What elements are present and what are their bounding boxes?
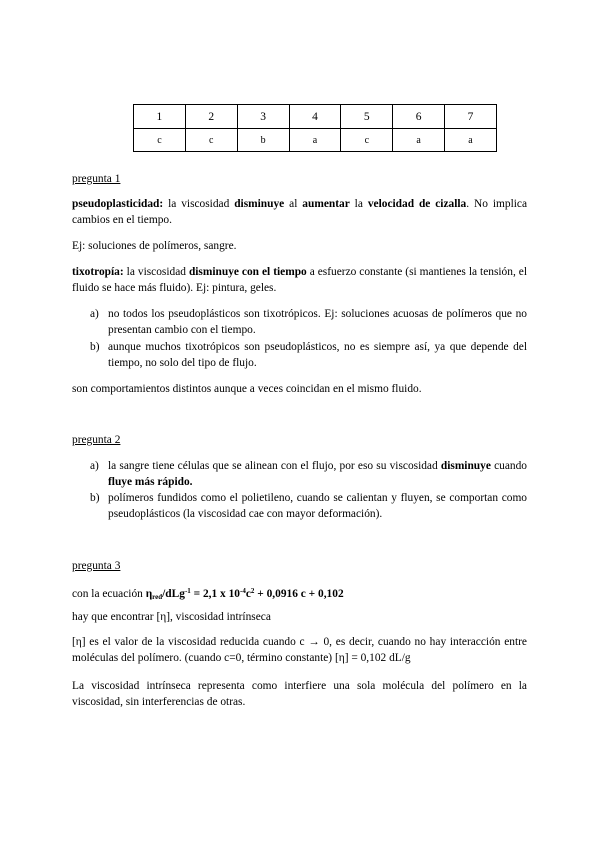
- list-marker: b): [90, 341, 100, 353]
- list-marker: a): [90, 460, 99, 472]
- superscript: 2: [250, 587, 255, 595]
- text-run: /dLg: [162, 588, 185, 600]
- q3-definition-paragraph: [η] es el valor de la viscosidad reducida cuando c → 0, es decir, cuando no hay interacción entre moléculas del polímero. (cuando c=0, término constante) [η] = 0,102 dL/g: [72, 636, 527, 664]
- list-item-text: polímeros fundidos como el polietileno, cuando se calientan y fluyen, se comportan como pseudoplásticos (la viscosidad cae con mayor deformación).: [108, 492, 527, 520]
- term-thixotropy: tixotropía:: [72, 266, 124, 278]
- table-answer-cell: a: [445, 129, 497, 152]
- bold-run: fluye más rápido.: [108, 476, 193, 488]
- text-run: al: [284, 198, 303, 210]
- table-answer-cell: c: [185, 129, 237, 152]
- bold-run: disminuye: [440, 460, 491, 472]
- table-header-cell: 2: [185, 105, 237, 129]
- table-header-cell: 5: [341, 105, 393, 129]
- q1-conclusion-paragraph: son comportamientos distintos aunque a veces coincidan en el mismo fluido.: [72, 383, 422, 395]
- q1-example-paragraph: Ej: soluciones de polímeros, sangre.: [72, 240, 237, 252]
- subscript: red: [152, 593, 163, 601]
- q1-thixotropy-paragraph: [72, 264, 527, 296]
- superscript: -1: [184, 587, 191, 595]
- q3-equation-paragraph: [72, 583, 527, 605]
- table-answer-cell: a: [393, 129, 445, 152]
- list-marker: a): [90, 308, 99, 320]
- list-item-text: [108, 458, 527, 490]
- text-run: c: [245, 588, 251, 600]
- answers-table: [133, 104, 497, 152]
- text-run: = 2,1 x 10: [190, 588, 240, 600]
- text-run: . No implica cambios en el tiempo.: [72, 198, 528, 226]
- bold-run: disminuye con el tiempo: [188, 266, 307, 278]
- bold-run: aumentar: [302, 198, 350, 210]
- text-run: cuando: [490, 460, 527, 472]
- question-3-title: pregunta 3: [72, 560, 121, 572]
- text-run: la sangre tiene células que se alinean con el flujo, por eso su viscosidad: [108, 460, 441, 472]
- text-run: la: [349, 198, 368, 210]
- table-header-cell: 4: [289, 105, 341, 129]
- table-header-row: [134, 105, 497, 129]
- table-header-cell: 6: [393, 105, 445, 129]
- table-answer-cell: c: [341, 129, 393, 152]
- q3-task-paragraph: hay que encontrar [η], viscosidad intrínseca: [72, 611, 271, 623]
- list-marker: b): [90, 492, 100, 504]
- question-2-title: pregunta 2: [72, 434, 121, 446]
- superscript: -4: [240, 587, 246, 595]
- equation: [146, 588, 344, 600]
- table-header-cell: 3: [237, 105, 289, 129]
- table-answer-row: [134, 129, 497, 152]
- table-header-cell: 1: [134, 105, 186, 129]
- table-answer-cell: b: [237, 129, 289, 152]
- text-run: + 0,0916 c + 0,102: [254, 588, 344, 600]
- list-item: [90, 339, 527, 371]
- list-item: [90, 490, 527, 522]
- q1-pseudoplasticity-paragraph: [72, 196, 527, 228]
- bold-run: disminuye: [234, 198, 285, 210]
- table-header-cell: 7: [445, 105, 497, 129]
- list-item: [90, 306, 527, 338]
- text-run: la viscosidad: [123, 266, 189, 278]
- text-run: la viscosidad: [163, 198, 235, 210]
- list-item: [90, 458, 527, 490]
- term-pseudoplasticity: pseudoplasticidad:: [72, 198, 164, 210]
- text-run: con la ecuación: [72, 588, 146, 600]
- table-answer-cell: a: [289, 129, 341, 152]
- q3-meaning-paragraph: La viscosidad intrínseca representa como interfiere una sola molécula del polímero en la viscosidad, sin interferencias de otras.: [72, 680, 527, 708]
- list-item-text: no todos los pseudoplásticos son tixotrópicos. Ej: soluciones acuosas de polímeros que no presentan cambio con el tiempo.: [108, 308, 527, 336]
- eta-symbol: η: [145, 588, 153, 600]
- table-answer-cell: c: [134, 129, 186, 152]
- list-item-text: aunque muchos tixotrópicos son pseudoplásticos, no es siempre así, ya que depende del tiempo, no solo del tipo de flujo.: [108, 341, 527, 369]
- question-1-title: pregunta 1: [72, 173, 121, 185]
- text-run: a esfuerzo constante (si mantienes la tensión, el fluido se hace más fluido). Ej: pintura, geles.: [72, 266, 527, 294]
- bold-run: velocidad de cizalla: [367, 198, 467, 210]
